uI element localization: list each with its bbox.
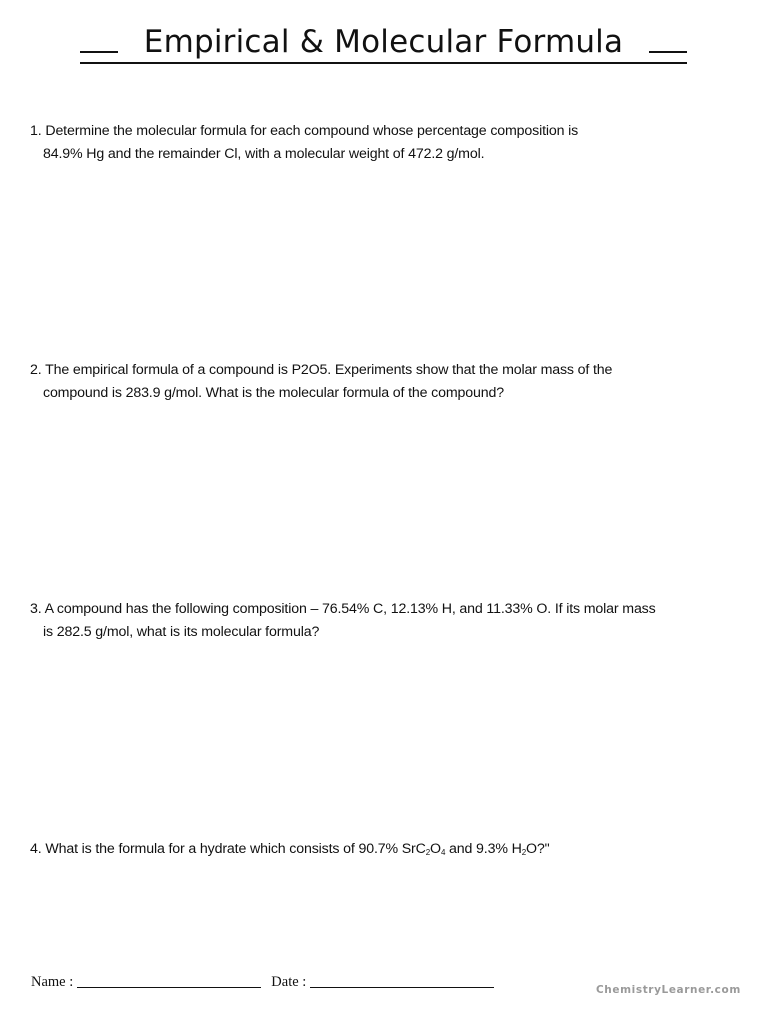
question-4	[30, 838, 720, 861]
question-text-line-1: Determine the molecular formula for each compound whose percentage composition is	[45, 123, 579, 139]
question-3	[30, 598, 720, 644]
worksheet-footer	[31, 974, 494, 991]
question-text-line-2: 84.9% Hg and the remainder Cl, with a molecular weight of 472.2 g/mol.	[43, 146, 485, 162]
question-text-line-1: A compound has the following composition – 76.54% C, 12.13% H, and 11.33% O. If its molar mass	[44, 601, 656, 617]
question-1	[30, 120, 720, 166]
question-2	[30, 359, 720, 405]
question-text-part-2: O	[430, 841, 441, 857]
question-text-line-1: The empirical formula of a compound is P2O5. Experiments show that the molar mass of the	[45, 362, 613, 378]
page-title: Empirical & Molecular Formula	[143, 24, 624, 60]
date-label: Date :	[271, 974, 307, 990]
title-left-dash	[80, 51, 118, 53]
title-right-dash	[649, 51, 687, 53]
subscript: 2	[425, 848, 431, 857]
question-text-part-3: and 9.3% H	[445, 841, 522, 857]
subscript: 2	[521, 848, 526, 857]
worksheet-header	[80, 22, 687, 66]
question-text-part-1: What is the formula for a hydrate which consists of 90.7% SrC	[45, 841, 426, 857]
date-field[interactable]	[310, 987, 494, 988]
title-row	[80, 22, 687, 62]
question-text-part-4: O?"	[526, 841, 550, 857]
brand-watermark: ChemistryLearner.com	[596, 984, 741, 996]
question-number: 3.	[30, 601, 42, 617]
name-field[interactable]	[77, 987, 261, 988]
question-number: 1.	[30, 123, 42, 139]
subscript: 4	[440, 848, 446, 857]
question-text-line-2: is 282.5 g/mol, what is its molecular formula?	[43, 624, 320, 640]
name-label: Name :	[31, 974, 74, 990]
question-text-line-2: compound is 283.9 g/mol. What is the molecular formula of the compound?	[43, 385, 504, 401]
title-underline	[80, 62, 687, 64]
question-number: 2.	[30, 362, 42, 378]
question-number: 4.	[30, 841, 42, 857]
